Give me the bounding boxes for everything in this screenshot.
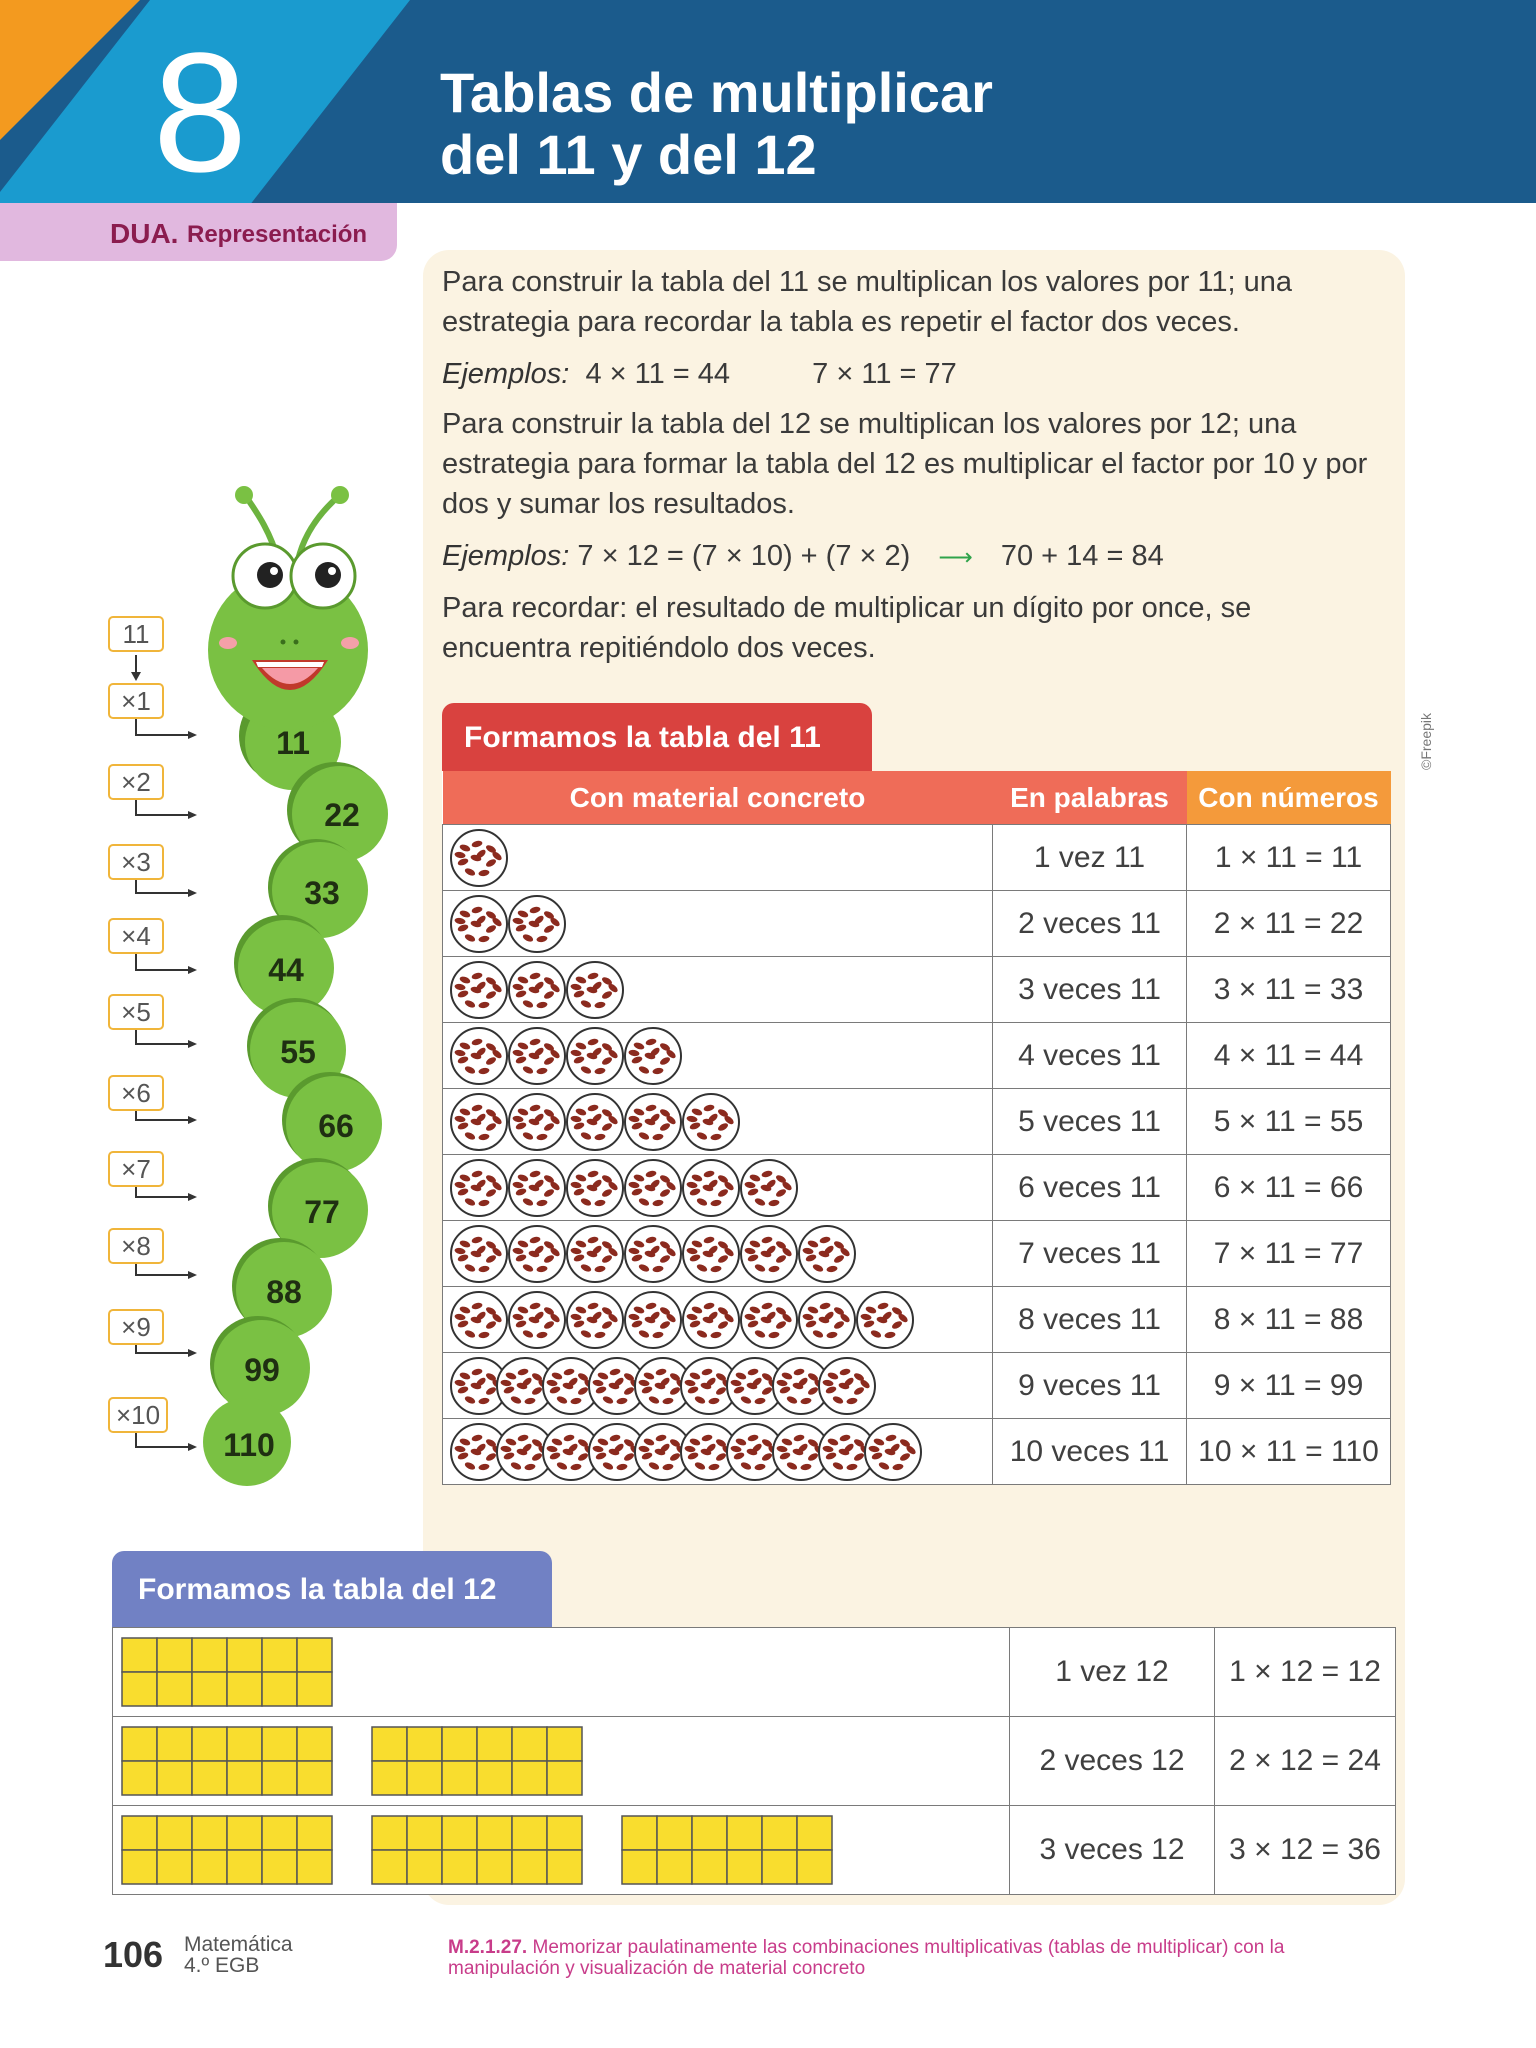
words-cell: 2 veces 11 bbox=[993, 891, 1187, 957]
seed-plate-icon bbox=[623, 1092, 683, 1152]
table-11-body bbox=[443, 825, 1391, 1485]
seed-plate-icon bbox=[449, 894, 509, 954]
yellow-block-strip-icon bbox=[121, 1726, 333, 1796]
header-material: Con material concreto bbox=[443, 771, 993, 825]
dua-badge bbox=[0, 203, 397, 261]
standard-text: Memorizar paulatinamente las combinaciones multiplicativas (tablas de multiplicar) con la manipulación y visualización de material concreto bbox=[448, 1937, 1285, 1979]
curriculum-standard bbox=[448, 1937, 1398, 1979]
material-cell bbox=[443, 1221, 993, 1287]
seed-plate-icon bbox=[739, 1158, 799, 1218]
table-12-tab bbox=[112, 1551, 552, 1627]
words-cell: 4 veces 11 bbox=[993, 1023, 1187, 1089]
numbers-cell: 2 × 12 = 24 bbox=[1215, 1717, 1396, 1806]
words-cell: 3 veces 12 bbox=[1010, 1806, 1215, 1895]
material-cell bbox=[443, 1287, 993, 1353]
title-line-1: Tablas de multiplicar bbox=[440, 61, 993, 124]
seed-plate-icon bbox=[681, 1224, 741, 1284]
page-number: 106 bbox=[103, 1934, 164, 1975]
table-row bbox=[443, 1023, 1391, 1089]
example-7x11: 7 × 11 = 77 bbox=[812, 358, 957, 390]
yellow-block-strip-icon bbox=[121, 1815, 333, 1885]
seed-plate-icon bbox=[565, 960, 625, 1020]
result-55: 55 bbox=[280, 1034, 316, 1070]
seed-plate-icon bbox=[449, 1290, 509, 1350]
numbers-cell: 3 × 11 = 33 bbox=[1187, 957, 1391, 1023]
info-text bbox=[442, 262, 1382, 668]
seed-plate-icon bbox=[681, 1092, 741, 1152]
words-cell: 7 veces 11 bbox=[993, 1221, 1187, 1287]
result-33: 33 bbox=[304, 875, 340, 911]
words-cell: 2 veces 12 bbox=[1010, 1717, 1215, 1806]
example-4x11: 4 × 11 = 44 bbox=[585, 358, 731, 390]
material-cell bbox=[443, 825, 993, 891]
table-row bbox=[113, 1628, 1396, 1717]
seed-plate-icon bbox=[623, 1224, 683, 1284]
seed-plate-icon bbox=[681, 1290, 741, 1350]
seed-plate-icon bbox=[565, 1158, 625, 1218]
antenna-tip-right bbox=[331, 486, 349, 504]
numbers-cell: 6 × 11 = 66 bbox=[1187, 1155, 1391, 1221]
factor-x8: ×8 bbox=[108, 1228, 164, 1264]
subject-info bbox=[184, 1934, 293, 1976]
numbers-cell: 9 × 11 = 99 bbox=[1187, 1353, 1391, 1419]
material-cell bbox=[443, 1023, 993, 1089]
numbers-cell: 1 × 12 = 12 bbox=[1215, 1628, 1396, 1717]
table-11-tab bbox=[442, 703, 872, 771]
seed-plate-icon bbox=[623, 1026, 683, 1086]
seed-plate-icon bbox=[739, 1224, 799, 1284]
result-11: 11 bbox=[276, 725, 310, 761]
antenna-tip-left bbox=[235, 486, 253, 504]
page-title bbox=[440, 62, 993, 186]
seed-plate-icon bbox=[449, 1158, 509, 1218]
words-cell: 10 veces 11 bbox=[993, 1419, 1187, 1485]
material-cell bbox=[443, 1155, 993, 1221]
paragraph-remember: Para recordar: el resultado de multiplicar un dígito por once, se encuentra repitiéndolo dos veces. bbox=[442, 592, 1252, 664]
numbers-cell: 5 × 11 = 55 bbox=[1187, 1089, 1391, 1155]
words-cell: 1 vez 12 bbox=[1010, 1628, 1215, 1717]
caterpillar-head bbox=[208, 544, 368, 730]
numbers-cell: 1 × 11 = 11 bbox=[1187, 825, 1391, 891]
numbers-cell: 7 × 11 = 77 bbox=[1187, 1221, 1391, 1287]
paragraph-table-12: Para construir la tabla del 12 se multiplican los valores por 12; una estrategia para formar la tabla del 12 es multiplicar el factor por 10 y por dos y sumar los resultados. bbox=[442, 408, 1368, 520]
image-credit: ©Freepik bbox=[1418, 713, 1434, 770]
factor-x5: ×5 bbox=[108, 994, 164, 1030]
grade-level: 4.º EGB bbox=[184, 1954, 260, 1977]
seed-plate-icon bbox=[863, 1422, 923, 1482]
material-cell bbox=[443, 957, 993, 1023]
table-11-header-row bbox=[443, 771, 1391, 825]
factor-x9: ×9 bbox=[108, 1309, 164, 1345]
words-cell: 6 veces 11 bbox=[993, 1155, 1187, 1221]
seed-plate-icon bbox=[817, 1356, 877, 1416]
paragraph-table-11: Para construir la tabla del 11 se multiplican los valores por 11; una estrategia para recordar la tabla es repetir el factor dos veces. bbox=[442, 266, 1293, 338]
table-row bbox=[443, 891, 1391, 957]
seed-plate-icon bbox=[855, 1290, 915, 1350]
yellow-block-strip-icon bbox=[621, 1815, 833, 1885]
seed-plate-icon bbox=[565, 1290, 625, 1350]
material-cell bbox=[443, 1089, 993, 1155]
table-row bbox=[443, 1089, 1391, 1155]
table-row bbox=[443, 1353, 1391, 1419]
factor-start: 11 bbox=[108, 616, 164, 652]
header-words: En palabras bbox=[993, 771, 1187, 825]
subject-name: Matemática bbox=[184, 1933, 293, 1956]
result-22: 22 bbox=[324, 797, 360, 833]
seed-plate-icon bbox=[449, 1224, 509, 1284]
dua-category: Representación bbox=[187, 221, 368, 248]
title-line-2: del 11 y del 12 bbox=[440, 123, 817, 186]
numbers-cell: 10 × 11 = 110 bbox=[1187, 1419, 1391, 1485]
result-77: 77 bbox=[304, 1194, 340, 1230]
chapter-header bbox=[0, 0, 1536, 203]
seed-plate-icon bbox=[449, 828, 509, 888]
seed-plate-icon bbox=[565, 1092, 625, 1152]
table-row bbox=[443, 1419, 1391, 1485]
yellow-block-strip-icon bbox=[121, 1637, 333, 1707]
seed-plate-icon bbox=[623, 1158, 683, 1218]
seed-plate-icon bbox=[739, 1290, 799, 1350]
table-11-title: Formamos la tabla del 11 bbox=[464, 721, 821, 754]
table-12 bbox=[112, 1627, 1396, 1895]
factor-x7: ×7 bbox=[108, 1151, 164, 1187]
yellow-block-strip-icon bbox=[371, 1815, 583, 1885]
examples-label: Ejemplos: bbox=[442, 540, 570, 572]
seed-plate-icon bbox=[507, 960, 567, 1020]
material-cell bbox=[113, 1806, 1010, 1895]
dua-label: DUA. bbox=[110, 218, 179, 249]
result-44: 44 bbox=[268, 952, 304, 988]
example-7x12: 7 × 12 = (7 × 10) + (7 × 2) bbox=[577, 540, 911, 572]
table-row bbox=[443, 1155, 1391, 1221]
header-numbers: Con números bbox=[1187, 771, 1391, 825]
seed-plate-icon bbox=[681, 1158, 741, 1218]
numbers-cell: 2 × 11 = 22 bbox=[1187, 891, 1391, 957]
material-cell bbox=[443, 891, 993, 957]
seed-plate-icon bbox=[797, 1290, 857, 1350]
table-12-body bbox=[113, 1628, 1396, 1895]
words-cell: 5 veces 11 bbox=[993, 1089, 1187, 1155]
factor-x10: ×10 bbox=[108, 1397, 168, 1433]
caterpillar-illustration bbox=[0, 470, 420, 1490]
result-88: 88 bbox=[266, 1274, 302, 1310]
seed-plate-icon bbox=[797, 1224, 857, 1284]
words-cell: 3 veces 11 bbox=[993, 957, 1187, 1023]
result-99: 99 bbox=[244, 1352, 280, 1388]
seed-plate-icon bbox=[449, 960, 509, 1020]
seed-plate-icon bbox=[449, 1092, 509, 1152]
table-row bbox=[113, 1806, 1396, 1895]
caterpillar-body bbox=[203, 688, 388, 1486]
seed-plate-icon bbox=[507, 1290, 567, 1350]
seed-plate-icon bbox=[507, 1092, 567, 1152]
table-row bbox=[113, 1717, 1396, 1806]
seed-plate-icon bbox=[449, 1026, 509, 1086]
chapter-number: 8 bbox=[152, 18, 248, 203]
arrow-right-icon: ⟶ bbox=[938, 544, 973, 571]
seed-plate-icon bbox=[565, 1026, 625, 1086]
words-cell: 1 vez 11 bbox=[993, 825, 1187, 891]
yellow-block-strip-icon bbox=[371, 1726, 583, 1796]
factor-x6: ×6 bbox=[108, 1075, 164, 1111]
header-corner bbox=[0, 0, 140, 140]
numbers-cell: 3 × 12 = 36 bbox=[1215, 1806, 1396, 1895]
factor-x2: ×2 bbox=[108, 764, 164, 800]
material-cell bbox=[113, 1628, 1010, 1717]
table-row bbox=[443, 957, 1391, 1023]
material-cell bbox=[113, 1717, 1010, 1806]
examples-12 bbox=[442, 536, 1382, 578]
seed-plate-icon bbox=[623, 1290, 683, 1350]
table-row bbox=[443, 825, 1391, 891]
material-cell bbox=[443, 1353, 993, 1419]
words-cell: 8 veces 11 bbox=[993, 1287, 1187, 1353]
examples-label: Ejemplos: bbox=[442, 358, 570, 390]
factor-x1: ×1 bbox=[108, 683, 164, 719]
example-sum: 70 + 14 = 84 bbox=[1000, 540, 1164, 572]
seed-plate-icon bbox=[565, 1224, 625, 1284]
numbers-cell: 4 × 11 = 44 bbox=[1187, 1023, 1391, 1089]
seed-plate-icon bbox=[507, 1224, 567, 1284]
factor-x4: ×4 bbox=[108, 918, 164, 954]
material-cell bbox=[443, 1419, 993, 1485]
result-66: 66 bbox=[318, 1108, 354, 1144]
table-11 bbox=[442, 771, 1391, 1485]
seed-plate-icon bbox=[507, 1158, 567, 1218]
words-cell: 9 veces 11 bbox=[993, 1353, 1187, 1419]
factor-x3: ×3 bbox=[108, 844, 164, 880]
standard-code: M.2.1.27. bbox=[448, 1937, 528, 1958]
table-12-title: Formamos la tabla del 12 bbox=[138, 1573, 497, 1606]
seed-plate-icon bbox=[507, 1026, 567, 1086]
table-row bbox=[443, 1287, 1391, 1353]
result-110: 110 bbox=[223, 1427, 275, 1463]
examples-11 bbox=[442, 354, 1382, 394]
seed-plate-icon bbox=[507, 894, 567, 954]
numbers-cell: 8 × 11 = 88 bbox=[1187, 1287, 1391, 1353]
table-row bbox=[443, 1221, 1391, 1287]
